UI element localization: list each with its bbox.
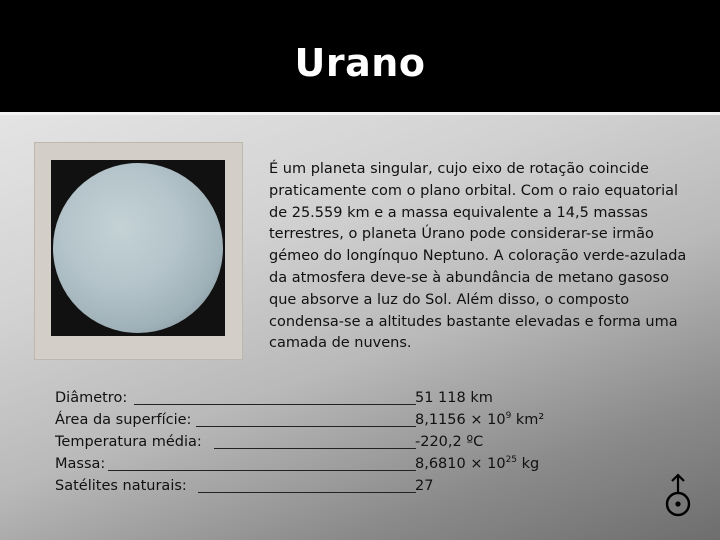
value-unit: km² (511, 412, 545, 428)
uranus-image (53, 163, 223, 333)
leader-line (196, 426, 416, 427)
property-row-temperature (55, 431, 575, 453)
property-value (415, 453, 539, 475)
property-label: Satélites naturais: (55, 478, 187, 494)
value-exponent: 25 (505, 455, 518, 466)
property-label: Temperatura média: (55, 434, 202, 450)
leader-line (108, 470, 416, 471)
slide-content (0, 112, 720, 540)
slide-title: Urano (294, 41, 426, 85)
property-value (415, 409, 544, 431)
slide-header (0, 0, 720, 112)
property-row-diameter (55, 387, 575, 409)
planet-photo-frame (34, 142, 243, 360)
value-exponent: 9 (505, 411, 512, 422)
uranus-symbol-icon (662, 472, 694, 522)
leader-line (134, 404, 416, 405)
property-row-mass (55, 453, 575, 475)
property-value: -220,2 ºC (415, 434, 484, 450)
leader-line (198, 492, 416, 493)
leader-line (214, 448, 416, 449)
planet-description: É um planeta singular, cujo eixo de rotação coincide praticamente com o plano orbital. Com o raio equatorial de 25.559 km e a massa equivalente a 14,5 massas terrestres, o planeta Úrano pode considerar-se irmão gémeo do longínquo Neptuno. A coloração verde-azulada da atmosfera deve-se à abundância de metano gasoso que absorve a luz do Sol. Além disso, o composto condensa-se a altitudes bastante elevadas e forma uma camada de nuvens. (269, 161, 687, 352)
value-base: 8,6810 × 10 (415, 456, 506, 472)
planet-properties (55, 387, 575, 497)
value-base: 8,1156 × 10 (415, 412, 506, 428)
property-label: Massa: (55, 456, 106, 472)
property-value: 27 (415, 478, 434, 494)
property-label: Área da superfície: (55, 412, 192, 428)
value-unit: kg (517, 456, 540, 472)
property-row-surface-area (55, 409, 575, 431)
property-row-satellites (55, 475, 575, 497)
property-label: Diâmetro: (55, 390, 128, 406)
property-value: 51 118 km (415, 390, 493, 406)
planet-photo (51, 160, 225, 336)
